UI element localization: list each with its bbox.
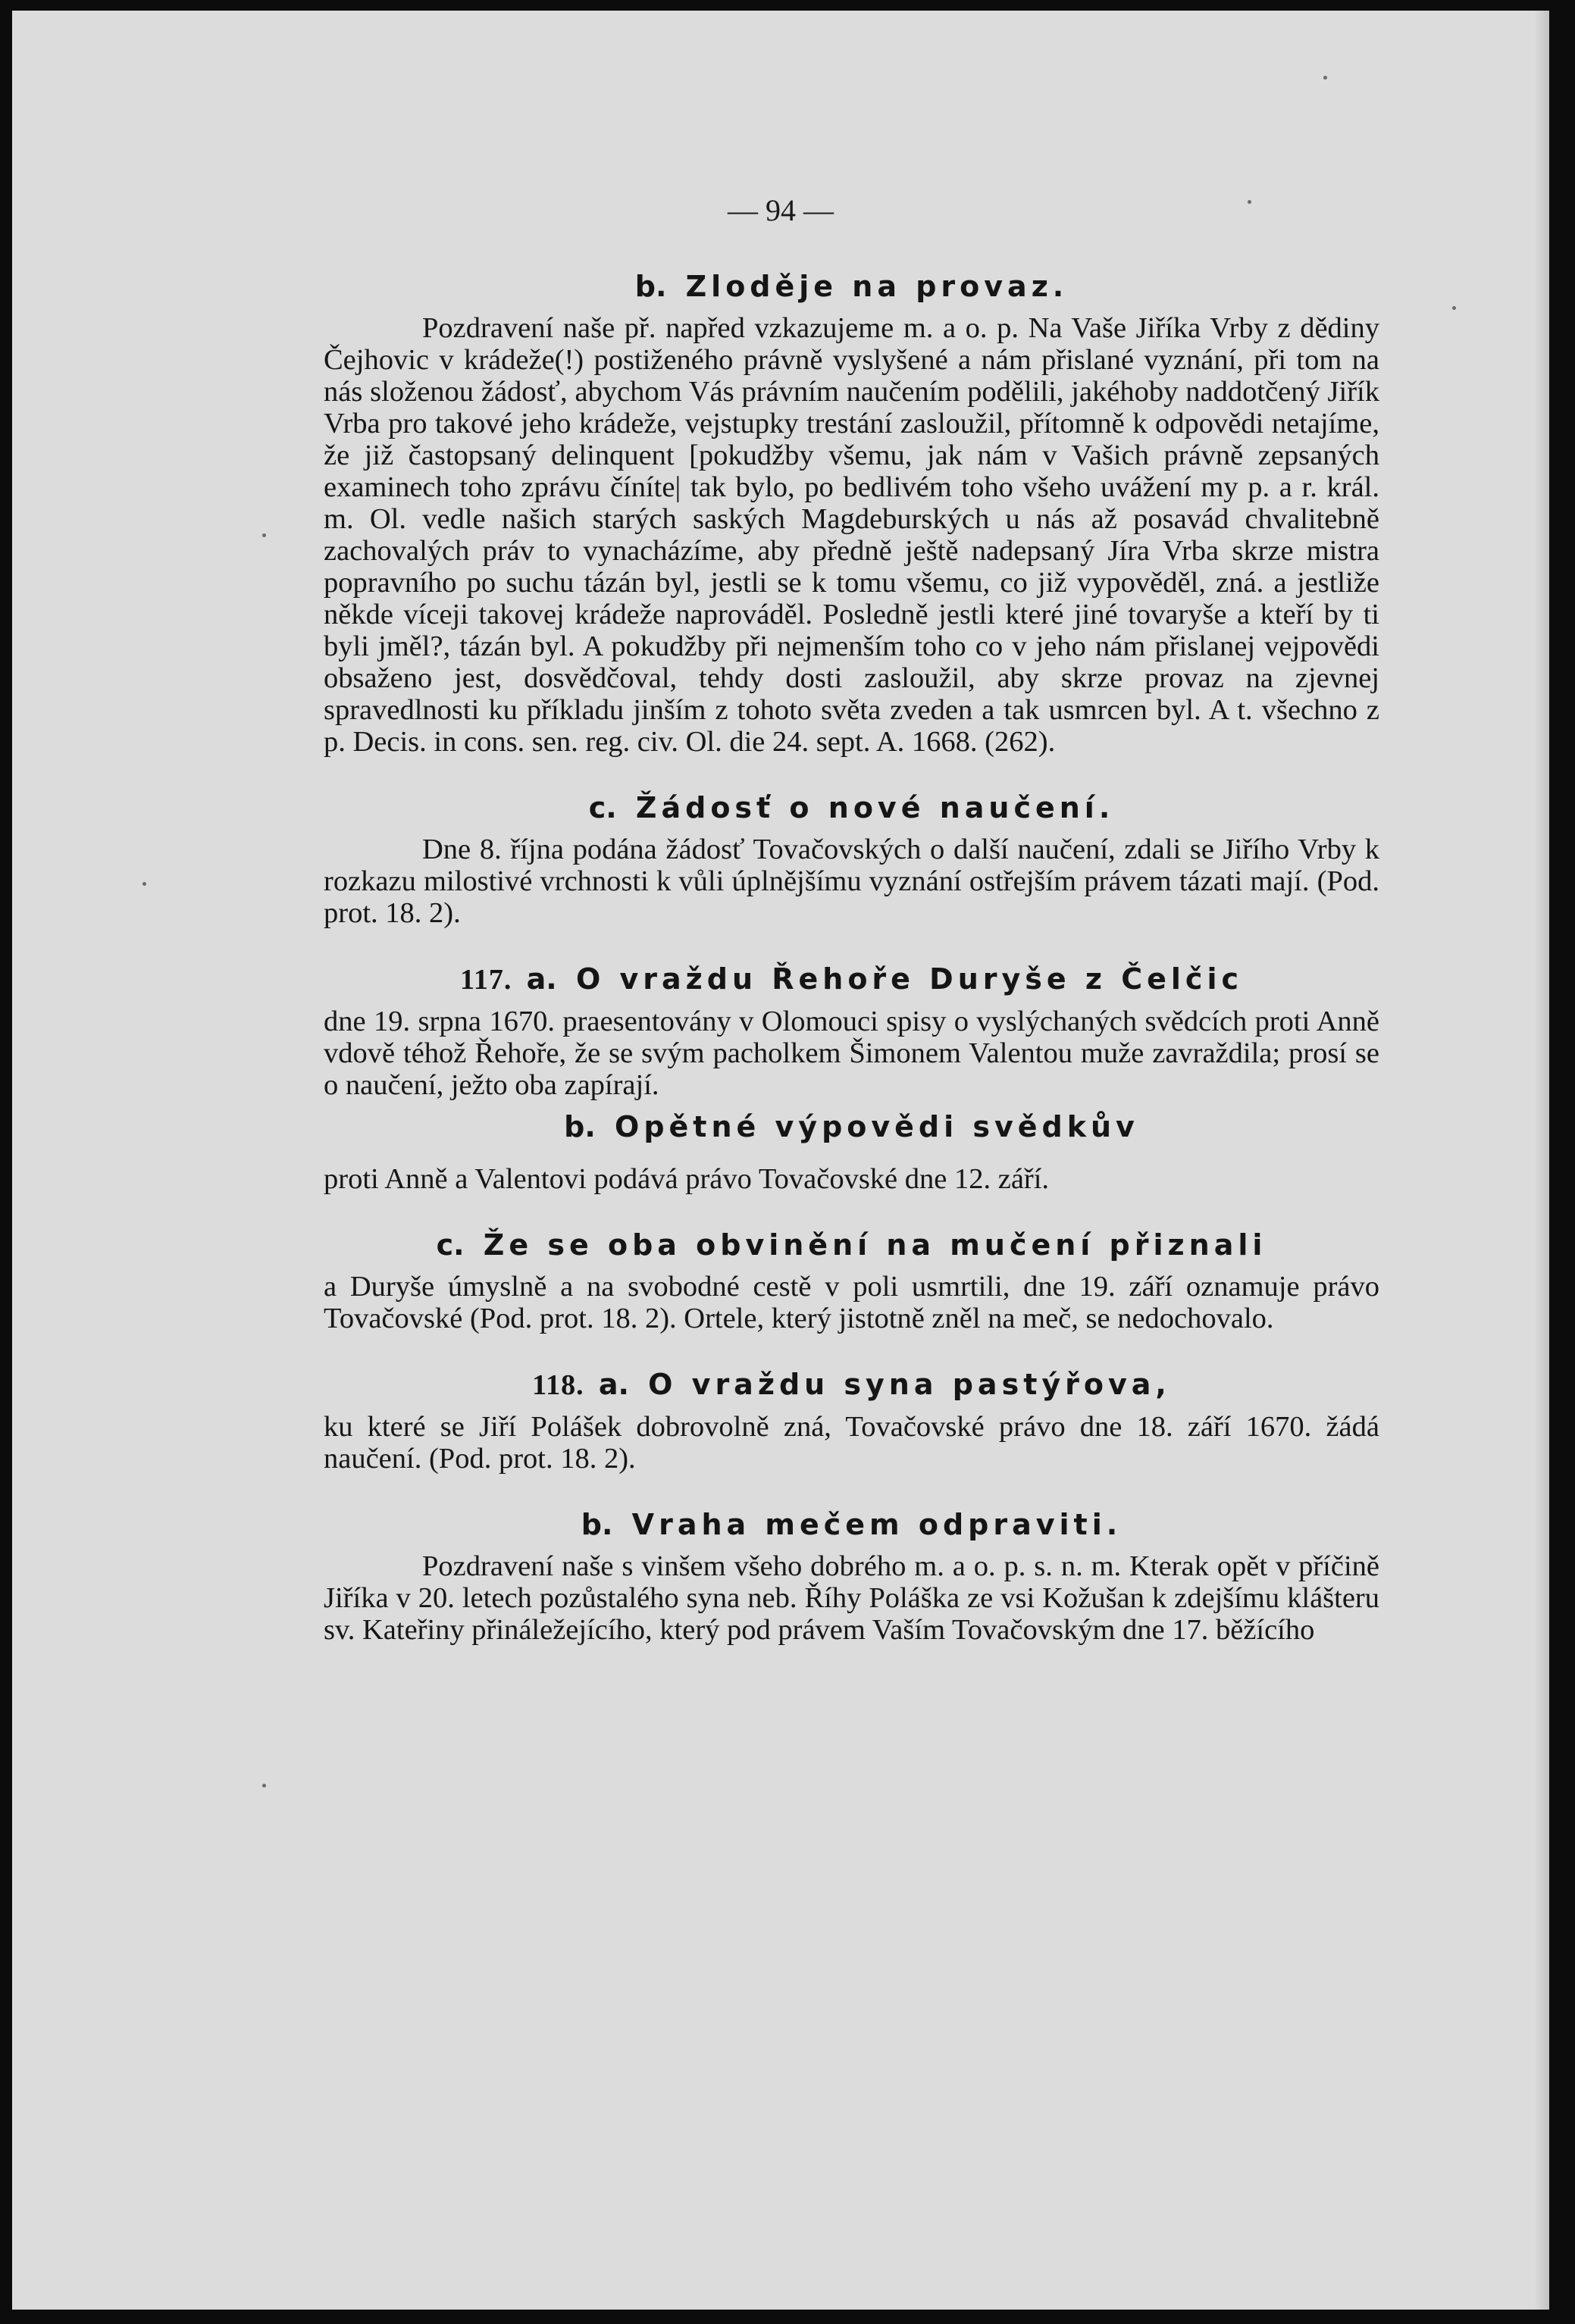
heading-letter: b	[564, 1110, 585, 1143]
heading-title: . Zloděje na provaz.	[655, 270, 1069, 303]
heading-letter: c	[436, 1228, 454, 1262]
scan-speck	[262, 533, 266, 537]
heading-title: . O vraždu Řehoře Duryše z Čelčic	[546, 962, 1244, 996]
paragraph-vraha-mecem: Pozdravení naše s vinšem všeho dobrého m. a o. p. s. n. m. Kterak opět v příčině Jiříka v 20. letech pozůstalého syna neb. Říhy Poláška ze vsi Kožušan k zdejšímu klášteru sv. Kateřiny přináležejícího, který pod právem Vaším Tovačovským dne 17. běžícího	[324, 1550, 1379, 1646]
scan-speck	[1323, 76, 1327, 80]
section-heading-vypovedi	[324, 1107, 1379, 1146]
paragraph-priznali: a Duryše úmyslně a na svobodné cestě v poli usmrtili, dne 19. září oznamuje právo Tovačovské (Pod. prot. 18. 2). Ortele, který jistotně zněl na meč, se nedochovalo.	[324, 1271, 1379, 1334]
section-heading-vraha-mecem	[324, 1505, 1379, 1544]
section-heading-priznali	[324, 1225, 1379, 1265]
heading-letter: c	[588, 791, 606, 824]
heading-title: . Že se oba obvinění na mučení přiznali	[453, 1228, 1267, 1262]
heading-title: . Opětné výpovědi svědkův	[584, 1110, 1139, 1143]
scan-speck	[1248, 200, 1251, 204]
paragraph-vrazda-duryse: dne 19. srpna 1670. praesentovány v Olomouci spisy o vyslýchaných svědcích proti Anně vdově téhož Řehoře, že se svým pacholkem Šimonem Valentou muže zavraždila; prosí se o naučení, ježto oba zapírají.	[324, 1006, 1379, 1101]
page-number: — 94 —	[728, 193, 834, 227]
page-edge-shadow	[1534, 11, 1549, 2310]
paragraph-vypovedi: proti Anně a Valentovi podává právo Tovačovské dne 12. září.	[324, 1163, 1050, 1195]
heading-letter: b	[581, 1508, 602, 1541]
paragraph-zadost: Dne 8. října podána žádosť Tovačovských o další naučení, zdali se Jiřího Vrby k rozkazu milostivé vrchnosti k vůli úplnějšímu vyznání ostřejším právem tázati mají. (Pod. prot. 18. 2).	[324, 834, 1379, 929]
scan-speck	[142, 882, 146, 886]
paragraph-zlodeje: Pozdravení naše př. napřed vzkazujeme m. a o. p. Na Vaše Jiříka Vrby z dědiny Čejhovic v krádeže(!) postiženého právně vyslyšené a nám přislané vyznání, při tom na nás složenou žádosť, abychom Vás právním naučením podělili, jakéhoby naddotčený Jiřík Vrba pro takové jeho krádeže, vejstupky trestání zasloužil, přítomně k odpovědi netajíme, že již častopsaný delinquent [pokudžby všemu, jak nám v Vašich právně zepsaných examinech toho zprávu číníte| tak bylo, po bedlivém toho všeho uvážení my p. a r. král. m. Ol. vedle našich starých saských Magdeburských u nás až posavád chvalitebně zachovalých práv to vynacházíme, aby předně ještě nadepsaný Jíra Vrba skrze mistra popravního po suchu tázán byl, jestli se k tomu všemu, co již vypověděl, zná. a jestliže někde víceji takovej krádeže naprováděl. Posledně jestli které jiné tovaryše a kteří by ti byli jměl?, tázán byl. A pokudžby při nejmenším toho co v jeho nám přislanej vejpovědi obsaženo jest, dosvědčoval, tehdy dosti zasloužil, aby skrze provaz na zjevnej spravedlnosti ku příkladu jinším z tohoto světa zveden a tak usmrcen byl. A t. všechno z p. Decis. in cons. sen. reg. civ. Ol. die 24. sept. A. 1668. (262).	[324, 312, 1379, 758]
section-heading-zadost	[324, 788, 1379, 827]
paragraph-vrazda-syna: ku které se Jiří Polášek dobrovolně zná, Tovačovské právo dne 18. září 1670. žádá naučení. (Pod. prot. 18. 2).	[324, 1411, 1379, 1475]
scan-speck	[1452, 306, 1456, 310]
section-heading-vrazda-syna	[324, 1365, 1379, 1405]
heading-number: 117.	[459, 964, 512, 996]
section-heading-vrazda-duryse	[324, 959, 1379, 999]
heading-letter: a	[598, 1368, 618, 1401]
heading-title: . O vraždu syna pastýřova,	[618, 1368, 1171, 1401]
heading-letter: a	[526, 962, 546, 996]
document-page	[12, 11, 1549, 2310]
section-heading-zlodeje	[324, 267, 1379, 306]
heading-letter: b	[634, 270, 656, 303]
heading-number: 118.	[532, 1369, 584, 1401]
heading-title: . Žádosť o nové naučení.	[606, 791, 1115, 824]
scan-speck	[262, 1784, 266, 1788]
heading-title: . Vraha mečem odpraviti.	[602, 1508, 1123, 1541]
page-content	[324, 267, 1379, 1646]
